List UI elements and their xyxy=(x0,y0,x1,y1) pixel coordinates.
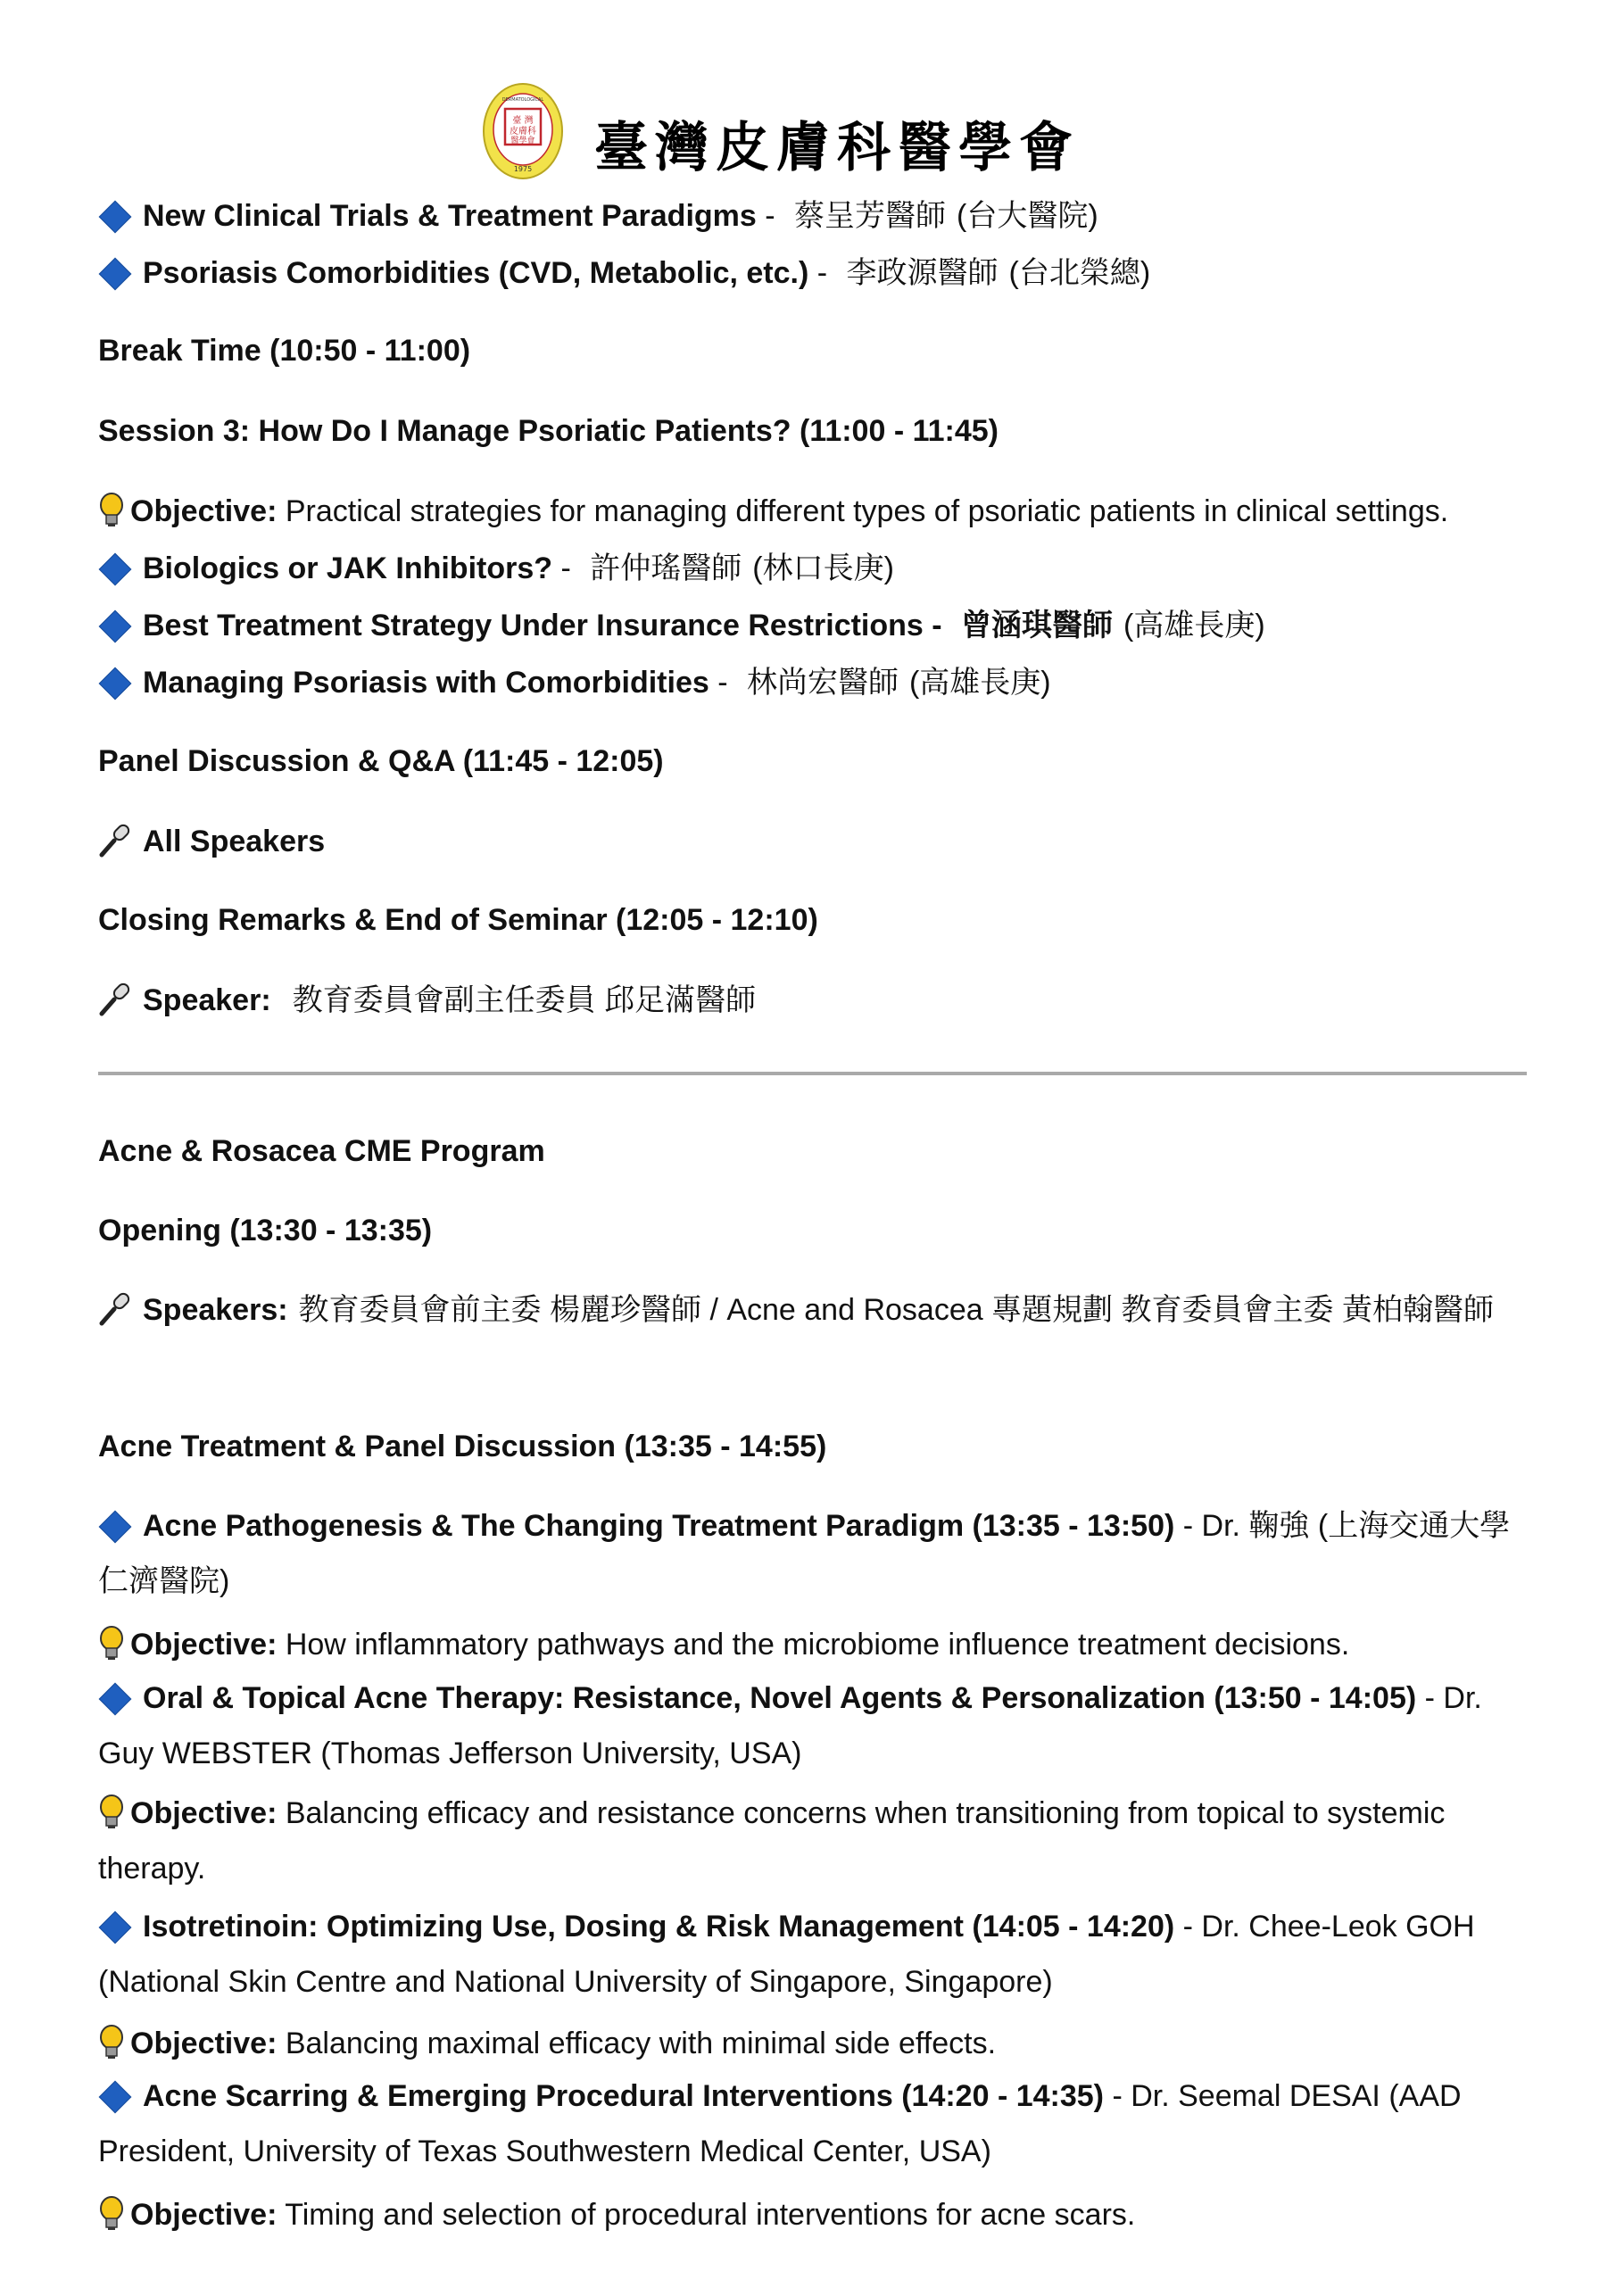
objective-line xyxy=(98,2196,1527,2237)
speaker-name: 李政源醫師 xyxy=(846,256,999,290)
speaker-name: 曾涵琪醫師 xyxy=(961,609,1114,642)
blue-diamond-icon xyxy=(99,552,132,585)
all-speakers-text: All Speakers xyxy=(143,825,326,858)
page-header xyxy=(482,73,1080,189)
objective-text: How inflammatory pathways and the microbiome influence treatment decisions. xyxy=(277,1628,1350,1662)
blue-diamond-icon xyxy=(99,667,132,700)
objective-label: Objective: xyxy=(130,494,278,528)
talk-title: New Clinical Trials & Treatment Paradigms xyxy=(143,199,757,233)
svg-text:皮膚科: 皮膚科 xyxy=(510,127,536,137)
separator: - xyxy=(808,256,836,290)
talk-title: Best Treatment Strategy Under Insurance Restrictions - xyxy=(143,609,951,642)
svg-text:DERMATOLOGICAL: DERMATOLOGICAL xyxy=(501,97,544,103)
blue-diamond-icon xyxy=(99,257,132,290)
objective-line xyxy=(98,493,1527,534)
speakers-label: Speakers: xyxy=(143,1293,288,1327)
speaker-institution: (林口長庚) xyxy=(752,551,894,585)
association-logo xyxy=(482,82,564,180)
agenda-item xyxy=(98,1498,1527,1609)
speaker-info: - Dr. Seemal DESAI (AAD President, University of Texas Southwestern Medical Center, USA) xyxy=(98,2079,1462,2168)
speaker-info: - Dr. Chee-Leok GOH (National Skin Centre and National University of Singapore, Singapore) xyxy=(98,1910,1475,1999)
separator: - xyxy=(756,199,784,233)
objective-label: Objective: xyxy=(130,1796,278,1830)
blue-diamond-icon xyxy=(99,1682,132,1715)
blue-diamond-icon xyxy=(99,200,132,233)
light-bulb-icon xyxy=(98,493,125,528)
objective-label: Objective: xyxy=(130,2198,278,2232)
section-divider xyxy=(98,1072,1527,1075)
objective-text: Balancing maximal efficacy with minimal side effects. xyxy=(277,2027,997,2060)
speaker-institution: (高雄長庚) xyxy=(1123,609,1265,642)
blue-diamond-icon xyxy=(99,609,132,642)
microphone-icon xyxy=(98,823,134,858)
speaker-institution: (高雄長庚) xyxy=(908,666,1051,700)
microphone-icon xyxy=(98,982,134,1017)
opening-speakers-line xyxy=(98,1282,1527,1338)
blue-diamond-icon xyxy=(99,1911,132,1944)
agenda-item xyxy=(98,550,1527,587)
speakers-text: 教育委員會前主委 楊麗珍醫師 / Acne and Rosacea 專題規劃 教育委員會主委 黃柏翰醫師 xyxy=(298,1293,1494,1327)
agenda-item xyxy=(98,1899,1527,2010)
objective-text: Timing and selection of procedural interventions for acne scars. xyxy=(277,2198,1136,2232)
all-speakers-line xyxy=(98,823,1527,864)
speaker-label: Speaker: xyxy=(143,983,271,1017)
speaker-name: 蔡呈芳醫師 xyxy=(794,199,947,233)
talk-title: Managing Psoriasis with Comorbidities xyxy=(143,666,709,700)
light-bulb-icon xyxy=(98,2025,125,2060)
blue-diamond-icon xyxy=(99,1510,132,1543)
agenda-item xyxy=(98,254,1527,292)
blue-diamond-icon xyxy=(99,2080,132,2113)
microphone-icon xyxy=(98,1291,134,1327)
session-3-heading: Session 3: How Do I Manage Psoriatic Patients? (11:00 - 11:45) xyxy=(98,414,999,448)
svg-text:1975: 1975 xyxy=(513,165,533,173)
talk-title: Biologics or JAK Inhibitors? xyxy=(143,551,553,585)
separator: - xyxy=(709,666,736,700)
speaker-institution: (台北榮總) xyxy=(1008,256,1151,290)
objective-line xyxy=(98,1786,1527,1896)
break-time-heading: Break Time (10:50 - 11:00) xyxy=(98,334,471,368)
speaker-info: - Dr. 鞠強 (上海交通大學仁濟醫院) xyxy=(98,1509,1511,1598)
talk-title: Psoriasis Comorbidities (CVD, Metabolic, etc.) xyxy=(143,256,809,290)
svg-text:醫學會: 醫學會 xyxy=(510,137,535,145)
light-bulb-icon xyxy=(98,2196,125,2232)
objective-text: Balancing efficacy and resistance concerns when transitioning from topical to systemic therapy. xyxy=(98,1796,1446,1886)
objective-text: Practical strategies for managing different types of psoriatic patients in clinical settings. xyxy=(277,494,1449,528)
objective-label: Objective: xyxy=(130,1628,278,1662)
association-name: 臺灣皮膚科醫學會 xyxy=(594,117,1080,179)
closing-remarks-heading: Closing Remarks & End of Seminar (12:05 - 12:10) xyxy=(98,903,818,937)
talk-title: Acne Scarring & Emerging Procedural Interventions (14:20 - 14:35) xyxy=(143,2079,1104,2113)
talk-title: Oral & Topical Acne Therapy: Resistance, Novel Agents & Personalization (13:50 - 14:05) xyxy=(143,1681,1417,1715)
svg-text:臺 灣: 臺 灣 xyxy=(512,116,534,126)
acne-program-heading: Acne & Rosacea CME Program xyxy=(98,1134,545,1168)
objective-line xyxy=(98,2025,1527,2066)
agenda-item xyxy=(98,1670,1527,1781)
speaker-text: 教育委員會副主任委員 邱足滿醫師 xyxy=(292,983,757,1017)
agenda-item xyxy=(98,197,1527,235)
talk-title: Acne Pathogenesis & The Changing Treatment Paradigm (13:35 - 13:50) xyxy=(143,1509,1175,1543)
panel-discussion-heading: Panel Discussion & Q&A (11:45 - 12:05) xyxy=(98,744,664,778)
speaker-info: - Dr. Guy WEBSTER (Thomas Jefferson University, USA) xyxy=(98,1681,1482,1770)
speaker-institution: (台大醫院) xyxy=(957,199,1098,233)
closing-speaker-line xyxy=(98,982,1527,1023)
light-bulb-icon xyxy=(98,1795,125,1830)
agenda-item xyxy=(98,664,1527,701)
talk-title: Isotretinoin: Optimizing Use, Dosing & Risk Management (14:05 - 14:20) xyxy=(143,1910,1175,1944)
agenda-item xyxy=(98,2068,1527,2179)
speaker-name: 許仲瑤醫師 xyxy=(590,551,742,585)
opening-heading: Opening (13:30 - 13:35) xyxy=(98,1214,433,1247)
acne-panel-heading: Acne Treatment & Panel Discussion (13:35 - 14:55) xyxy=(98,1430,827,1463)
objective-line xyxy=(98,1626,1527,1667)
objective-label: Objective: xyxy=(130,2027,278,2060)
light-bulb-icon xyxy=(98,1626,125,1662)
separator: - xyxy=(552,551,580,585)
speaker-name: 林尚宏醫師 xyxy=(746,666,899,700)
agenda-item xyxy=(98,607,1527,644)
